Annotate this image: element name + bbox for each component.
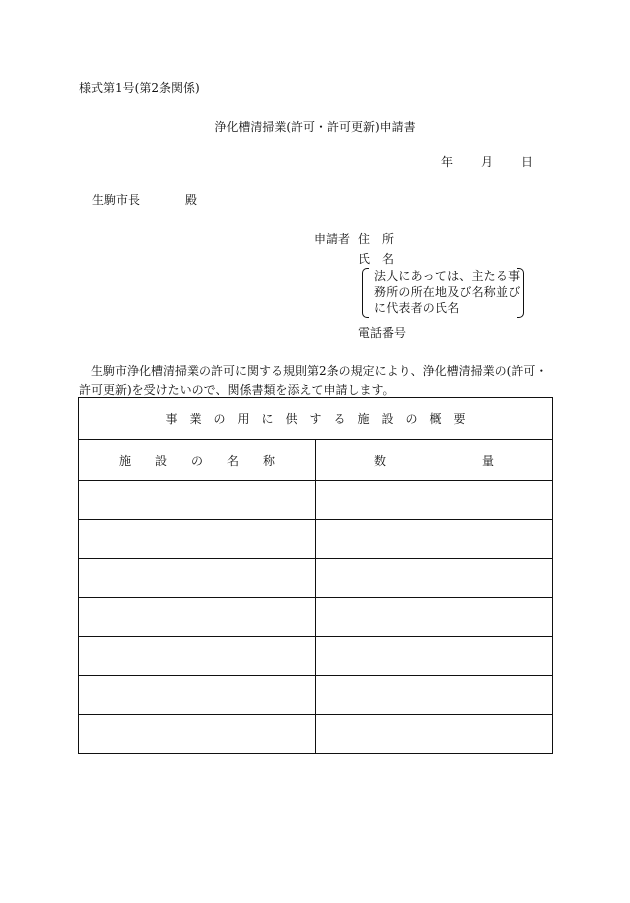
date-day-label: 日 (521, 155, 534, 169)
facility-name-cell[interactable] (79, 481, 316, 520)
facility-name-cell[interactable] (79, 637, 316, 676)
applicant-label: 申請者 (314, 232, 351, 246)
addressee-honorific: 殿 (185, 193, 198, 207)
facility-table (78, 397, 552, 754)
quantity-cell[interactable] (316, 520, 553, 559)
table-row (79, 676, 553, 715)
table-row (79, 481, 553, 520)
table-row (79, 598, 553, 637)
date-line (441, 156, 533, 168)
facility-name-cell[interactable] (79, 676, 316, 715)
corporate-note-text: 法人にあっては、主たる事務所の所在地及び名称並びに代表者の氏名 (374, 269, 521, 315)
quantity-cell[interactable] (316, 715, 553, 754)
table-row (79, 715, 553, 754)
addressee (92, 194, 197, 206)
date-year-label: 年 (441, 155, 454, 169)
form-title: 浄化槽清掃業(許可・許可更新)申請書 (214, 120, 416, 134)
facility-name-cell[interactable] (79, 598, 316, 637)
table-row (79, 559, 553, 598)
table-row (79, 637, 553, 676)
column-header-facility-name: 施 設 の 名 称 (79, 440, 316, 481)
date-month-label: 月 (481, 155, 494, 169)
form-number: 様式第1号(第2条関係) (79, 81, 200, 95)
application-statement: 生駒市浄化槽清掃業の許可に関する規則第2条の規定により、浄化槽清掃業の(許可・許可更新)を受けたいので、関係書類を添えて申請します。 (79, 364, 548, 397)
addressee-name: 生駒市長 (92, 193, 141, 207)
corporate-note (362, 268, 524, 316)
quantity-cell[interactable] (316, 598, 553, 637)
right-bracket (517, 268, 524, 318)
facility-name-cell[interactable] (79, 559, 316, 598)
column-header-quantity: 数 量 (316, 440, 553, 481)
address-label: 住 所 (358, 232, 395, 246)
table-row (79, 520, 553, 559)
quantity-cell[interactable] (316, 676, 553, 715)
facility-name-cell[interactable] (79, 520, 316, 559)
quantity-cell[interactable] (316, 637, 553, 676)
facility-name-cell[interactable] (79, 715, 316, 754)
quantity-cell[interactable] (316, 481, 553, 520)
name-label: 氏 名 (358, 252, 395, 266)
facility-table-caption: 事 業 の 用 に 供 す る 施 設 の 概 要 (79, 398, 553, 440)
phone-label: 電話番号 (358, 326, 407, 340)
left-bracket (362, 268, 369, 318)
quantity-cell[interactable] (316, 559, 553, 598)
